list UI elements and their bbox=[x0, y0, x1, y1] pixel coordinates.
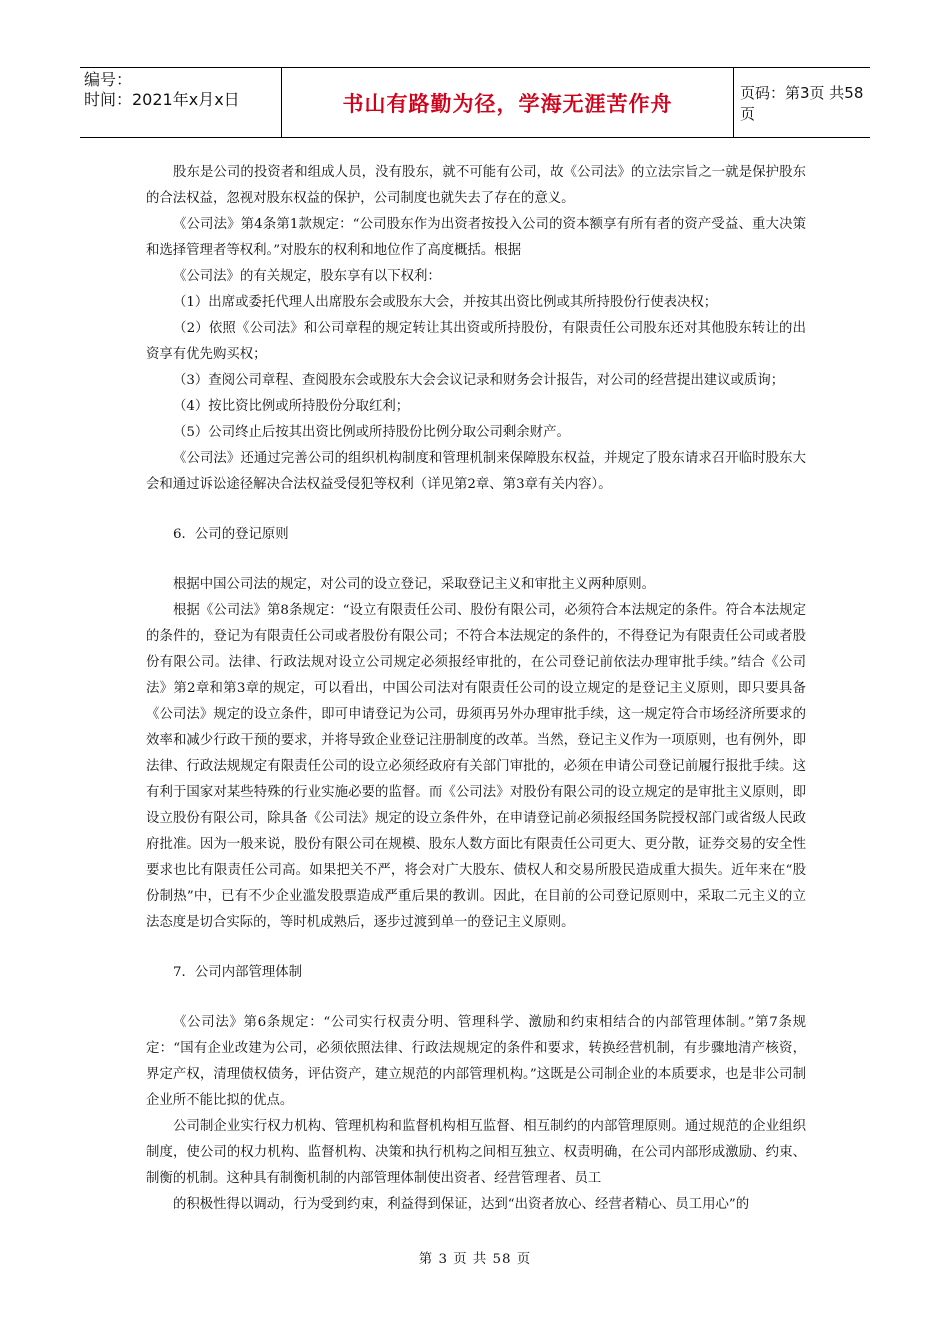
page-header bbox=[80, 67, 870, 138]
header-meta bbox=[80, 68, 282, 137]
document-date: 时间：2021年x月x日 bbox=[84, 90, 240, 109]
paragraph: 股东是公司的投资者和组成人员，没有股东，就不可能有公司，故《公司法》的立法宗旨之一就是保护股东的合法权益，忽视对股东权益的保护，公司制度也就失去了存在的意义。 bbox=[146, 165, 806, 206]
header-motto-cell bbox=[282, 68, 734, 137]
section-heading: 6．公司的登记原则 bbox=[173, 527, 289, 542]
paragraph: 的积极性得以调动，行为受到约束，利益得到保证，达到“出资者放心、经营者精心、员工用心”的 bbox=[173, 1197, 750, 1212]
paragraph: 根据中国公司法的规定，对公司的设立登记，采取登记主义和审批主义两种原则。 bbox=[173, 577, 656, 592]
page-footer: 第 3 页 共 58 页 bbox=[418, 1252, 532, 1267]
list-item: （1）出席或委托代理人出席股东会或股东大会，并按其出资比例或其所持股份行使表决权； bbox=[173, 295, 718, 310]
header-motto: 书山有路勤为径，学海无涯苦作舟 bbox=[342, 91, 673, 116]
document-body bbox=[146, 160, 806, 1218]
header-page-info-cell bbox=[734, 68, 870, 137]
document-number-label: 编号： bbox=[84, 70, 133, 89]
list-item: （4）按比资比例或所持股份分取红利； bbox=[173, 399, 410, 414]
list-item: （3）查阅公司章程、查阅股东会或股东大会会议记录和财务会计报告，对公司的经营提出建议或质询； bbox=[173, 373, 785, 388]
list-item: （2）依照《公司法》和公司章程的规定转让其出资或所持股份，有限责任公司股东还对其他股东转让的出资享有优先购买权； bbox=[146, 321, 806, 362]
header-page-info: 页码：第3页 共58页 bbox=[740, 83, 864, 123]
paragraph: 《公司法》还通过完善公司的组织机构制度和管理机制来保障股东权益，并规定了股东请求召开临时股东大会和通过诉讼途径解决合法权益受侵犯等权利（详见第2章、第3章有关内容）。 bbox=[146, 451, 806, 492]
list-item: （5）公司终止后按其出资比例或所持股份比例分取公司剩余财产。 bbox=[173, 425, 570, 440]
paragraph: 根据《公司法》第8条规定：“设立有限责任公司、股份有限公司，必须符合本法规定的条件。符合本法规定的条件的，登记为有限责任公司或者股份有限公司；不符合本法规定的条件的，不得登记为有限责任公司或者股份有限公司。法律、行政法规对设立公司规定必须报经审批的，在公司登记前依法办理审批手续。”结合《公司法》第2章和第3章的规定，可以看出，中国公司法对有限责任公司的设立规定的是登记主义原则，即只要具备《公司法》规定的设立条件，即可申请登记为公司，毋须再另外办理审批手续，这一规定符合市场经济所要求的效率和减少行政干预的要求，并将导致企业登记注册制度的改革。当然，登记主义作为一项原则，也有例外，即法律、行政法规规定有限责任公司的设立必须经政府有关部门审批的，必须在申请公司登记前履行报批手续。这有利于国家对某些特殊的行业实施必要的监督。而《公司法》对股份有限公司的设立规定的是审批主义原则，即设立股份有限公司，除具备《公司法》规定的设立条件外，在申请登记前必须报经国务院授权部门或省级人民政府批准。因为一般来说，股份有限公司在规模、股东人数方面比有限责任公司更大、更分散，证券交易的安全性要求也比有限责任公司高。如果把关不严，将会对广大股东、债权人和交易所股民造成重大损失。近年来在“股份制热”中，已有不少企业滥发股票造成严重后果的教训。因此，在目前的公司登记原则中，采取二元主义的立法态度是切合实际的，等时机成熟后，逐步过渡到单一的登记主义原则。 bbox=[146, 603, 806, 930]
section-heading: 7．公司内部管理体制 bbox=[173, 965, 303, 980]
paragraph: 《公司法》第6条规定：“公司实行权责分明、管理科学、激励和约束相结合的内部管理体制。”第7条规定：“国有企业改建为公司，必须依照法律、行政法规规定的条件和要求，转换经营机制，有步骤地清产核资，界定产权，清理债权债务，评估资产，建立规范的内部管理机构。”这既是公司制企业的本质要求，也是非公司制企业所不能比拟的优点。 bbox=[146, 1015, 806, 1108]
paragraph: 公司制企业实行权力机构、管理机构和监督机构相互监督、相互制约的内部管理原则。通过规范的企业组织制度，使公司的权力机构、监督机构、决策和执行机构之间相互独立、权责明确，在公司内部形成激励、约束、制衡的机制。这种具有制衡机制的内部管理体制使出资者、经营管理者、员工 bbox=[146, 1119, 806, 1186]
paragraph: 《公司法》的有关规定，股东享有以下权利： bbox=[173, 269, 441, 284]
paragraph: 《公司法》第4条第1款规定：“公司股东作为出资者按投入公司的资本额享有所有者的资产受益、重大决策和选择管理者等权利。”对股东的权利和地位作了高度概括。根据 bbox=[146, 217, 806, 258]
